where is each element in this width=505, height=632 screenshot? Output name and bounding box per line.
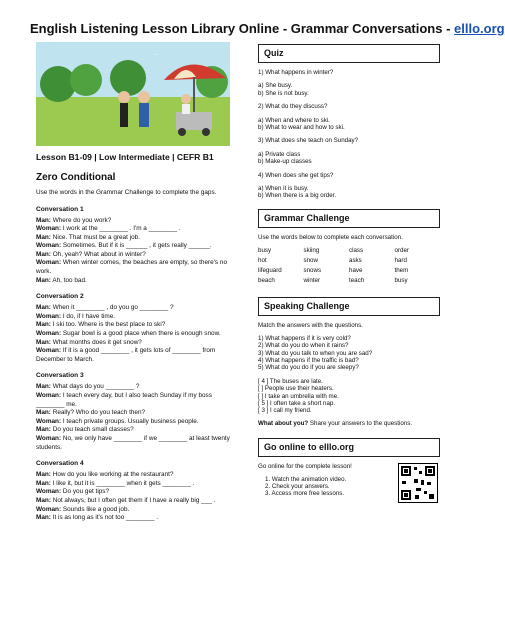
quiz-option: a) She busy. — [258, 82, 293, 90]
speaker: Woman: — [36, 312, 62, 320]
dialogue-line: Man: Really? Who do you teach then? — [36, 409, 146, 417]
conversation-title: Conversation 2 — [36, 293, 84, 301]
online-intro: Go online for the complete lesson! — [258, 463, 352, 471]
dialogue-line: Woman: Sometimes. But if it is ______ , it gets really ______. — [36, 242, 212, 250]
speaking-heading: Speaking Challenge — [258, 297, 440, 316]
speaker: Man: — [36, 216, 51, 224]
speaker: Woman: — [36, 434, 62, 442]
speaking-question: 5) What do you do if you are sleepy? — [258, 364, 359, 372]
word-cell: asks — [349, 257, 362, 265]
online-step: 1. Watch the animation video. — [265, 475, 347, 483]
word-cell: hot — [258, 257, 267, 265]
dialogue-line: Man: When it ________ , do you go ________ ? — [36, 304, 174, 312]
speaker: Man: — [36, 276, 51, 284]
page-title — [30, 21, 505, 36]
dialogue-line: Woman: No, we only have ________ if we ________ at least twenty students. — [36, 434, 230, 451]
speaker: Man: — [36, 321, 51, 329]
conversations — [36, 206, 236, 523]
dialogue-line: Woman: Sugar bowl is a good place when there is enough snow. — [36, 330, 221, 338]
dialogue-line: Man: I like it, but it is ________ when it gets ________ . — [36, 479, 195, 487]
qr-code-image[interactable] — [398, 463, 438, 503]
quiz-option: b) When there is a big order. — [258, 192, 337, 200]
speaking-answer: [ ] People use their heaters. — [258, 385, 334, 393]
speaking-instructions: Match the answers with the questions. — [258, 322, 363, 330]
word-cell: busy — [258, 247, 272, 255]
speaking-question: 4) What happens if the traffic is bad? — [258, 356, 359, 364]
dialogue-line: Man: What months does it get snow? — [36, 338, 142, 346]
word-cell: lifeguard — [258, 267, 282, 275]
speaker: Man: — [36, 471, 51, 479]
speaking-footer — [258, 420, 440, 427]
speaking-question: 3) What do you talk to when you are sad? — [258, 349, 373, 357]
speaking-answer: [ 4 ] The buses are late. — [258, 377, 323, 385]
lesson-title: Zero Conditional — [36, 172, 116, 183]
elllo-link[interactable]: elllo.org — [454, 21, 505, 36]
word-cell: class — [349, 247, 364, 255]
online-heading: Go online to elllo.org — [258, 438, 440, 457]
dialogue-line: Man: How do you like working at the restaurant? — [36, 471, 174, 479]
speaking-question: 1) What happens if it is very cold? — [258, 334, 351, 342]
speaking-question: 2) What do you do when it rains? — [258, 342, 349, 350]
online-step: 2. Check your answers. — [265, 482, 330, 490]
conversation-title: Conversation 1 — [36, 205, 84, 213]
dialogue-line: Man: Do you teach small classes? — [36, 426, 134, 434]
sidebar — [258, 44, 440, 513]
dialogue-line: Man: It is as long as it's not too ________ . — [36, 514, 159, 522]
dialogue-line: Woman: I do, if I have time. — [36, 312, 116, 320]
speaker: Man: — [36, 338, 51, 346]
speaker: Man: — [36, 383, 51, 391]
speaking-questions — [258, 335, 440, 372]
speaker: Woman: — [36, 242, 62, 250]
dialogue-line: Man: Oh, yeah? What about in winter? — [36, 250, 146, 258]
quiz-question: 2) What do they discuss? — [258, 103, 328, 111]
speaker: Woman: — [36, 225, 62, 233]
word-cell: busy — [394, 277, 408, 285]
speaker: Man: — [36, 426, 51, 434]
lesson-illustration — [36, 42, 230, 146]
speaker: Man: — [36, 409, 51, 417]
quiz-question: 4) When does she get tips? — [258, 171, 334, 179]
grammar-heading: Grammar Challenge — [258, 209, 440, 228]
dialogue-line: Woman: I work at the ________ . I'm a ________ . — [36, 225, 181, 233]
quiz-option: a) When it is busy. — [258, 185, 309, 193]
speaking-answer: [ ] I take an umbrella with me. — [258, 392, 339, 400]
quiz-heading: Quiz — [258, 44, 440, 63]
dialogue-line: Woman: Sounds like a good job. — [36, 505, 130, 513]
speaker: Woman: — [36, 417, 62, 425]
quiz-option: a) Private class — [258, 150, 301, 158]
word-cell: hard — [394, 257, 407, 265]
dialogue-line: Woman: I teach every day, but I also teach Sunday if my boss ________ me. — [36, 392, 212, 408]
speaker: Woman: — [36, 347, 62, 355]
dialogue-line: Man: What days do you ________ ? — [36, 383, 140, 391]
quiz-option: b) What to wear and how to ski. — [258, 124, 345, 132]
dialogue-line: Man: Not always, but I often get them if I have a really big ___ . — [36, 496, 216, 504]
speaker: Woman: — [36, 505, 62, 513]
speaking-answers — [258, 378, 440, 415]
conversation-title: Conversation 3 — [36, 372, 84, 380]
quiz-option: a) When and where to ski. — [258, 116, 330, 124]
word-cell: skiing — [303, 247, 320, 255]
speaker: Man: — [36, 496, 51, 504]
speaker: Woman: — [36, 392, 62, 399]
dialogue-line: Man: Ah, too bad. — [36, 276, 87, 284]
beach-scene-image — [36, 42, 230, 146]
quiz-option: b) Make-up classes — [258, 158, 312, 166]
footer-text: Share your answers to the questions. — [308, 419, 413, 427]
dialogue-line: Woman: I teach private groups. Usually business people. — [36, 417, 199, 425]
speaking-answer: [ 5 ] I often take a short nap. — [258, 399, 336, 407]
lesson-instructions: Use the words in the Grammar Challenge to complete the gaps. — [36, 189, 217, 196]
speaker: Man: — [36, 479, 51, 487]
title-text: English Listening Lesson Library Online - Grammar Conversations - — [30, 21, 455, 36]
word-cell: them — [394, 267, 409, 275]
word-cell: snow — [303, 257, 318, 265]
dialogue-line: Woman: Do you get tips? — [36, 488, 110, 496]
footer-bold: What about you? — [258, 419, 309, 427]
speaker: Woman: — [36, 488, 62, 496]
lesson-code: Lesson B1-09 | Low Intermediate | CEFR B1 — [36, 152, 214, 162]
grammar-instructions: Use the words below to complete each conversation. — [258, 233, 403, 241]
speaker: Man: — [36, 304, 51, 312]
dialogue-line: Man: Where do you work? — [36, 216, 112, 224]
online-step: 3. Access more free lessons. — [265, 490, 345, 498]
dialogue-line: Woman: If it is a good ________ , it gets lots of ________ from December to March. — [36, 347, 216, 363]
lesson-column — [36, 42, 236, 523]
speaker: Woman: — [36, 259, 62, 267]
quiz-list — [258, 69, 440, 200]
speaking-answer: [ 3 ] I call my friend. — [258, 407, 312, 415]
conversation-title: Conversation 4 — [36, 460, 84, 468]
speaker: Woman: — [36, 330, 62, 338]
word-cell: order — [394, 247, 409, 255]
word-cell: snows — [303, 267, 322, 275]
word-cell: teach — [349, 277, 365, 285]
word-cell: have — [349, 267, 363, 275]
quiz-option: b) She is not busy. — [258, 89, 309, 97]
quiz-question: 1) What happens in winter? — [258, 69, 334, 76]
word-cell: beach — [258, 277, 275, 285]
speaker: Man: — [36, 250, 51, 258]
word-cell: winter — [303, 277, 321, 285]
speaker: Man: — [36, 233, 51, 241]
speaker: Man: — [36, 514, 51, 522]
dialogue-line: Man: I ski too. Where is the best place to ski? — [36, 321, 166, 329]
dialogue-line: Woman: When winter comes, the beaches are empty, so there's no work. — [36, 259, 228, 276]
word-grid — [258, 247, 440, 284]
quiz-question: 3) What does she teach on Sunday? — [258, 137, 359, 145]
dialogue-line: Man: Nice. That must be a great job. — [36, 233, 140, 241]
